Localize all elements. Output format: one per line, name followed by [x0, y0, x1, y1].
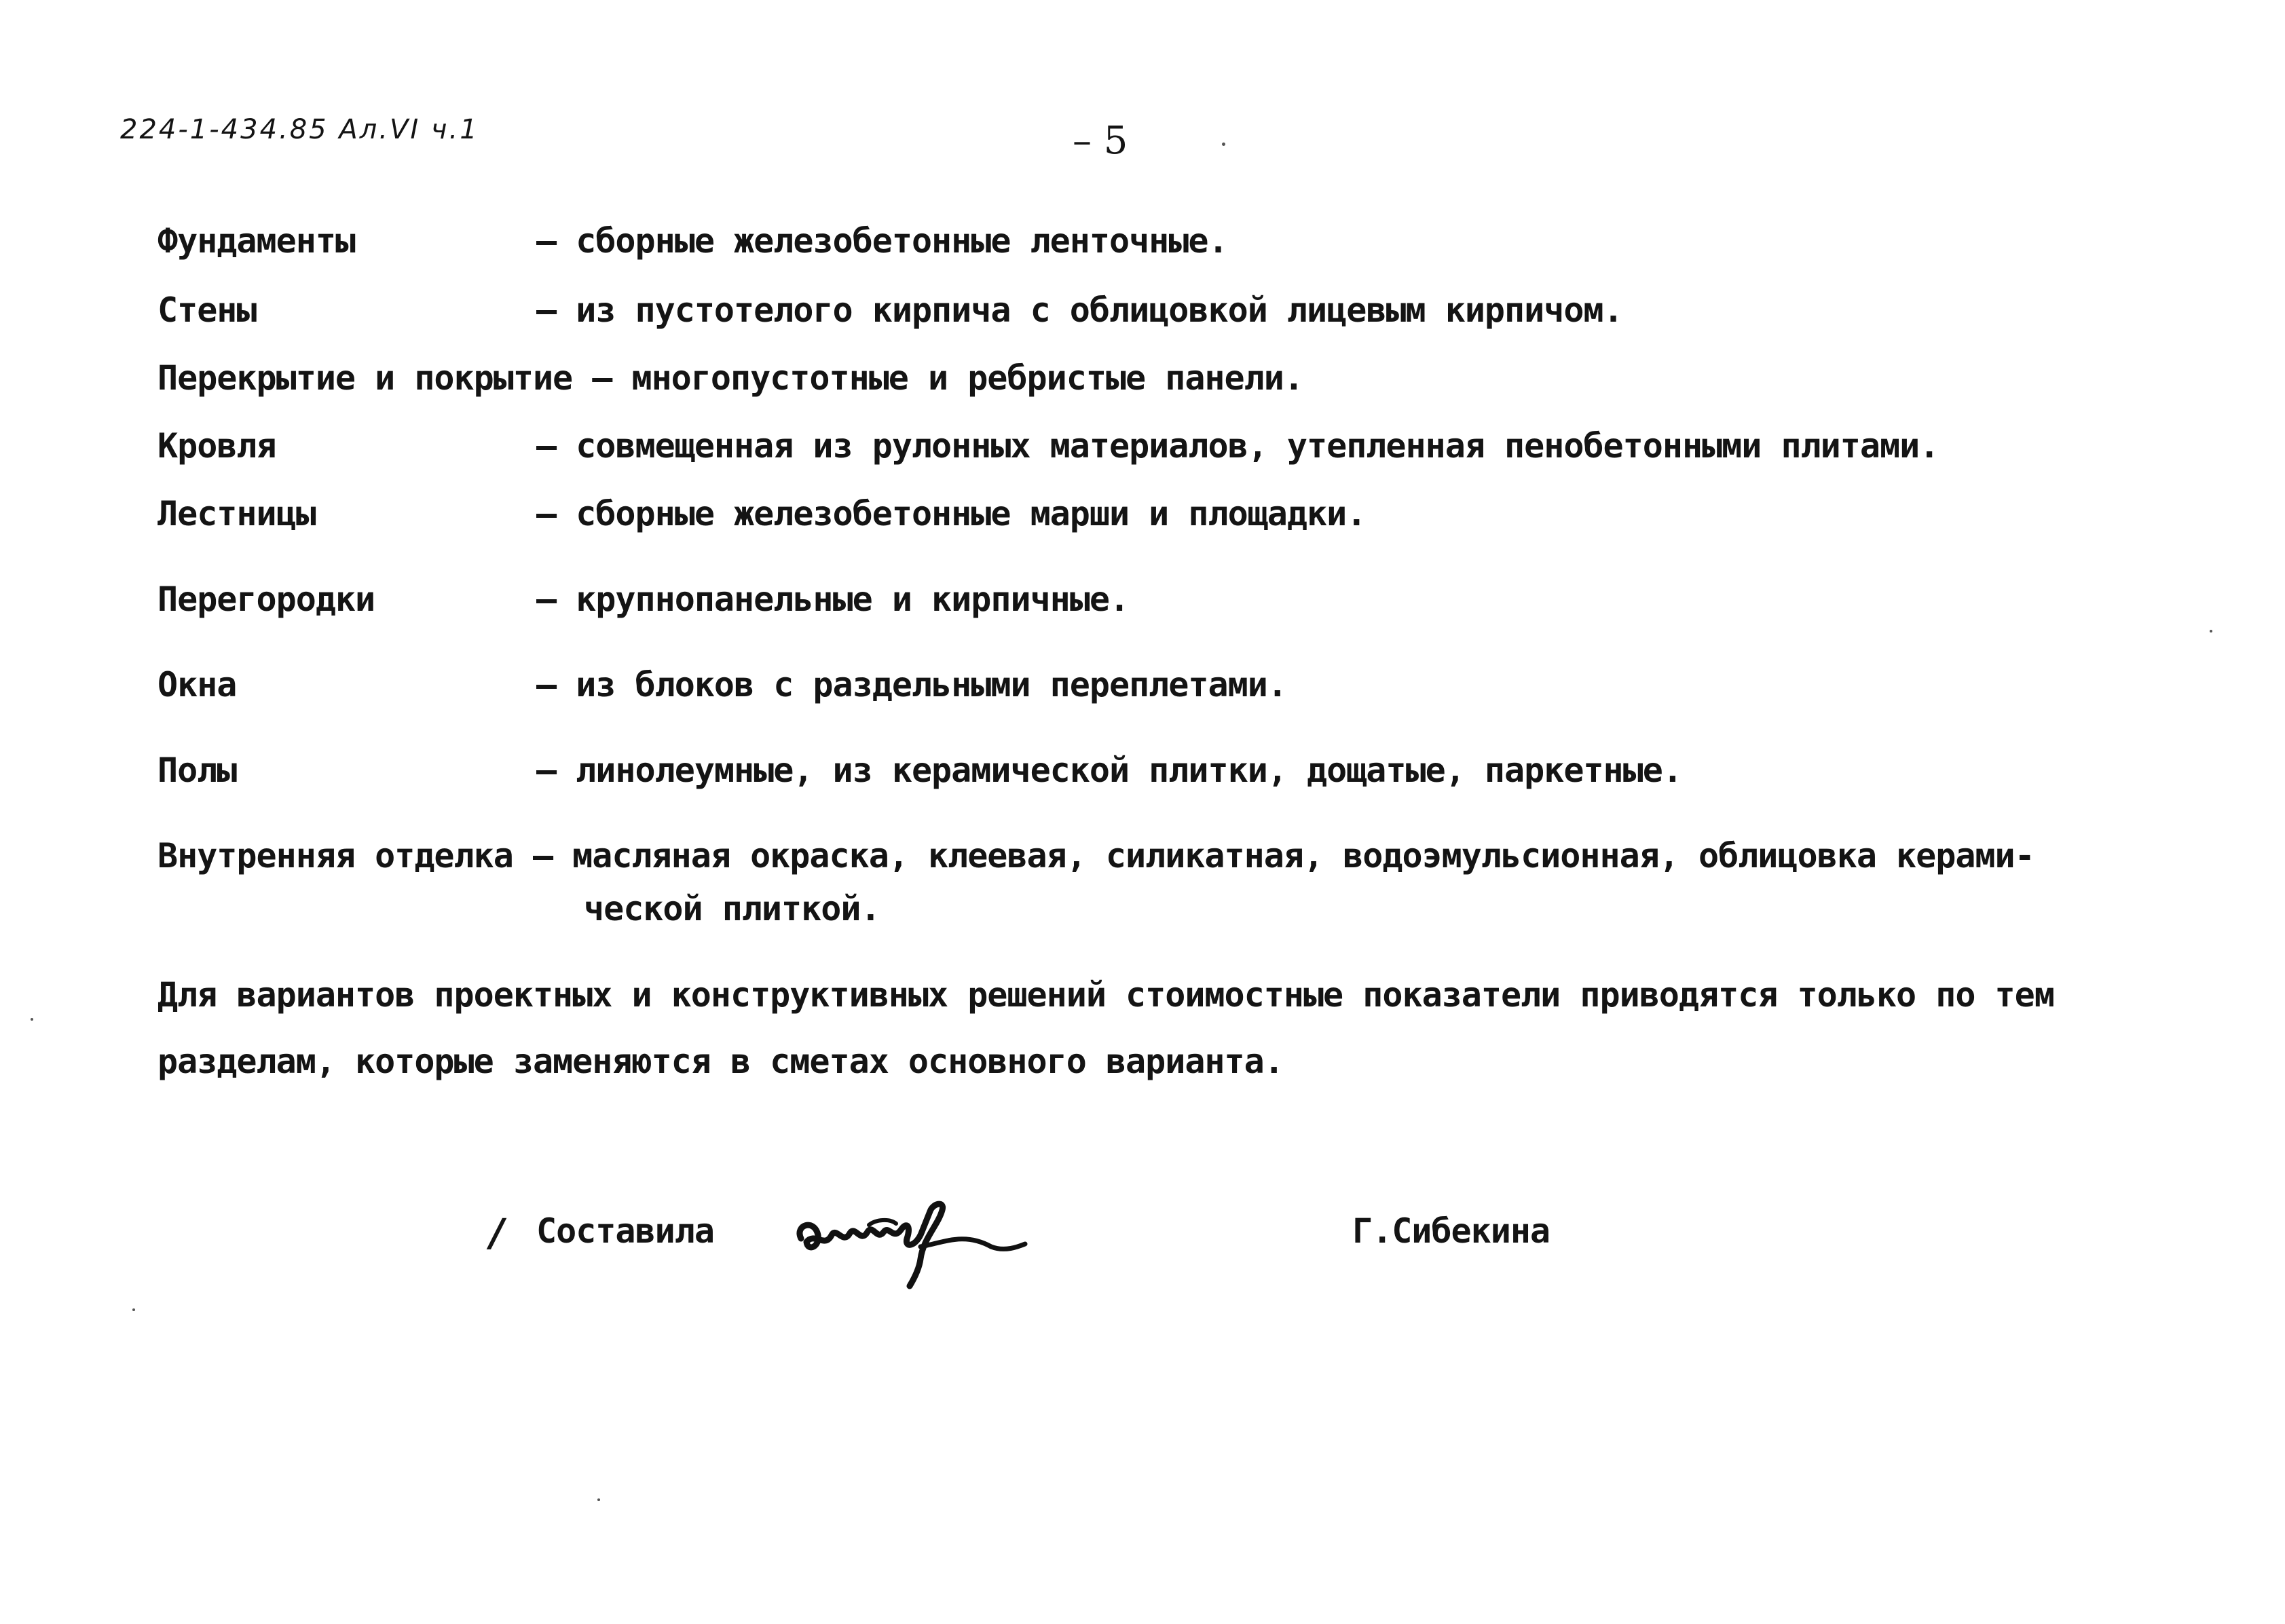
- spec-term: Полы: [157, 751, 237, 790]
- spec-row-floors-roofing: Перекрытие и покрытие – многопустотные и ребристые панели.: [157, 358, 1303, 398]
- spec-desc: – совмещенная из рулонных материалов, утепленная пенобетонными плитами.: [536, 426, 1939, 466]
- spec-term: Фундаменты: [157, 221, 356, 261]
- scan-speck: [2210, 630, 2212, 632]
- margin-mark: /: [490, 1211, 504, 1255]
- spec-term: Лестницы: [157, 494, 316, 533]
- spec-desc: – крупнопанельные и кирпичные.: [536, 580, 1130, 619]
- spec-desc: – сборные железобетонные ленточные.: [536, 221, 1228, 261]
- scan-speck: [31, 1018, 33, 1021]
- spec-row-interior-finish-continued: ческой плиткой.: [584, 889, 880, 928]
- spec-term: Перегородки: [157, 580, 375, 619]
- spec-term: Стены: [157, 290, 257, 330]
- scan-speck: [1222, 143, 1225, 146]
- spec-desc: – линолеумные, из керамической плитки, дощатые, паркетные.: [536, 751, 1682, 790]
- spec-desc: – из пустотелого кирпича с облицовкой лицевым кирпичом.: [536, 290, 1623, 330]
- note-paragraph-line-2: разделам, которые заменяются в сметах основного варианта.: [157, 1042, 1284, 1081]
- signer-name: Г.Сибекина: [1352, 1211, 1550, 1251]
- handwritten-signature: [787, 1184, 1032, 1293]
- document-code: 224-1-434.85 Ал.VI ч.1: [120, 114, 479, 145]
- scan-speck: [132, 1308, 135, 1311]
- spec-desc: – сборные железобетонные марши и площадки.: [536, 494, 1367, 533]
- spec-term: Окна: [157, 665, 237, 704]
- spec-term: Кровля: [157, 426, 276, 466]
- note-paragraph-line-1: Для вариантов проектных и конструктивных решений стоимостные показатели приводятся только по тем: [157, 975, 2054, 1015]
- compiled-by-label: Составила: [536, 1211, 714, 1251]
- page-number: – 5: [1073, 119, 1128, 163]
- spec-desc: – из блоков с раздельными переплетами.: [536, 665, 1287, 704]
- spec-row-interior-finish: Внутренняя отделка – масляная окраска, клеевая, силикатная, водоэмульсионная, облицовка керами-: [157, 836, 2035, 875]
- signature-block: [0, 1211, 2285, 1306]
- scan-speck: [597, 1498, 600, 1501]
